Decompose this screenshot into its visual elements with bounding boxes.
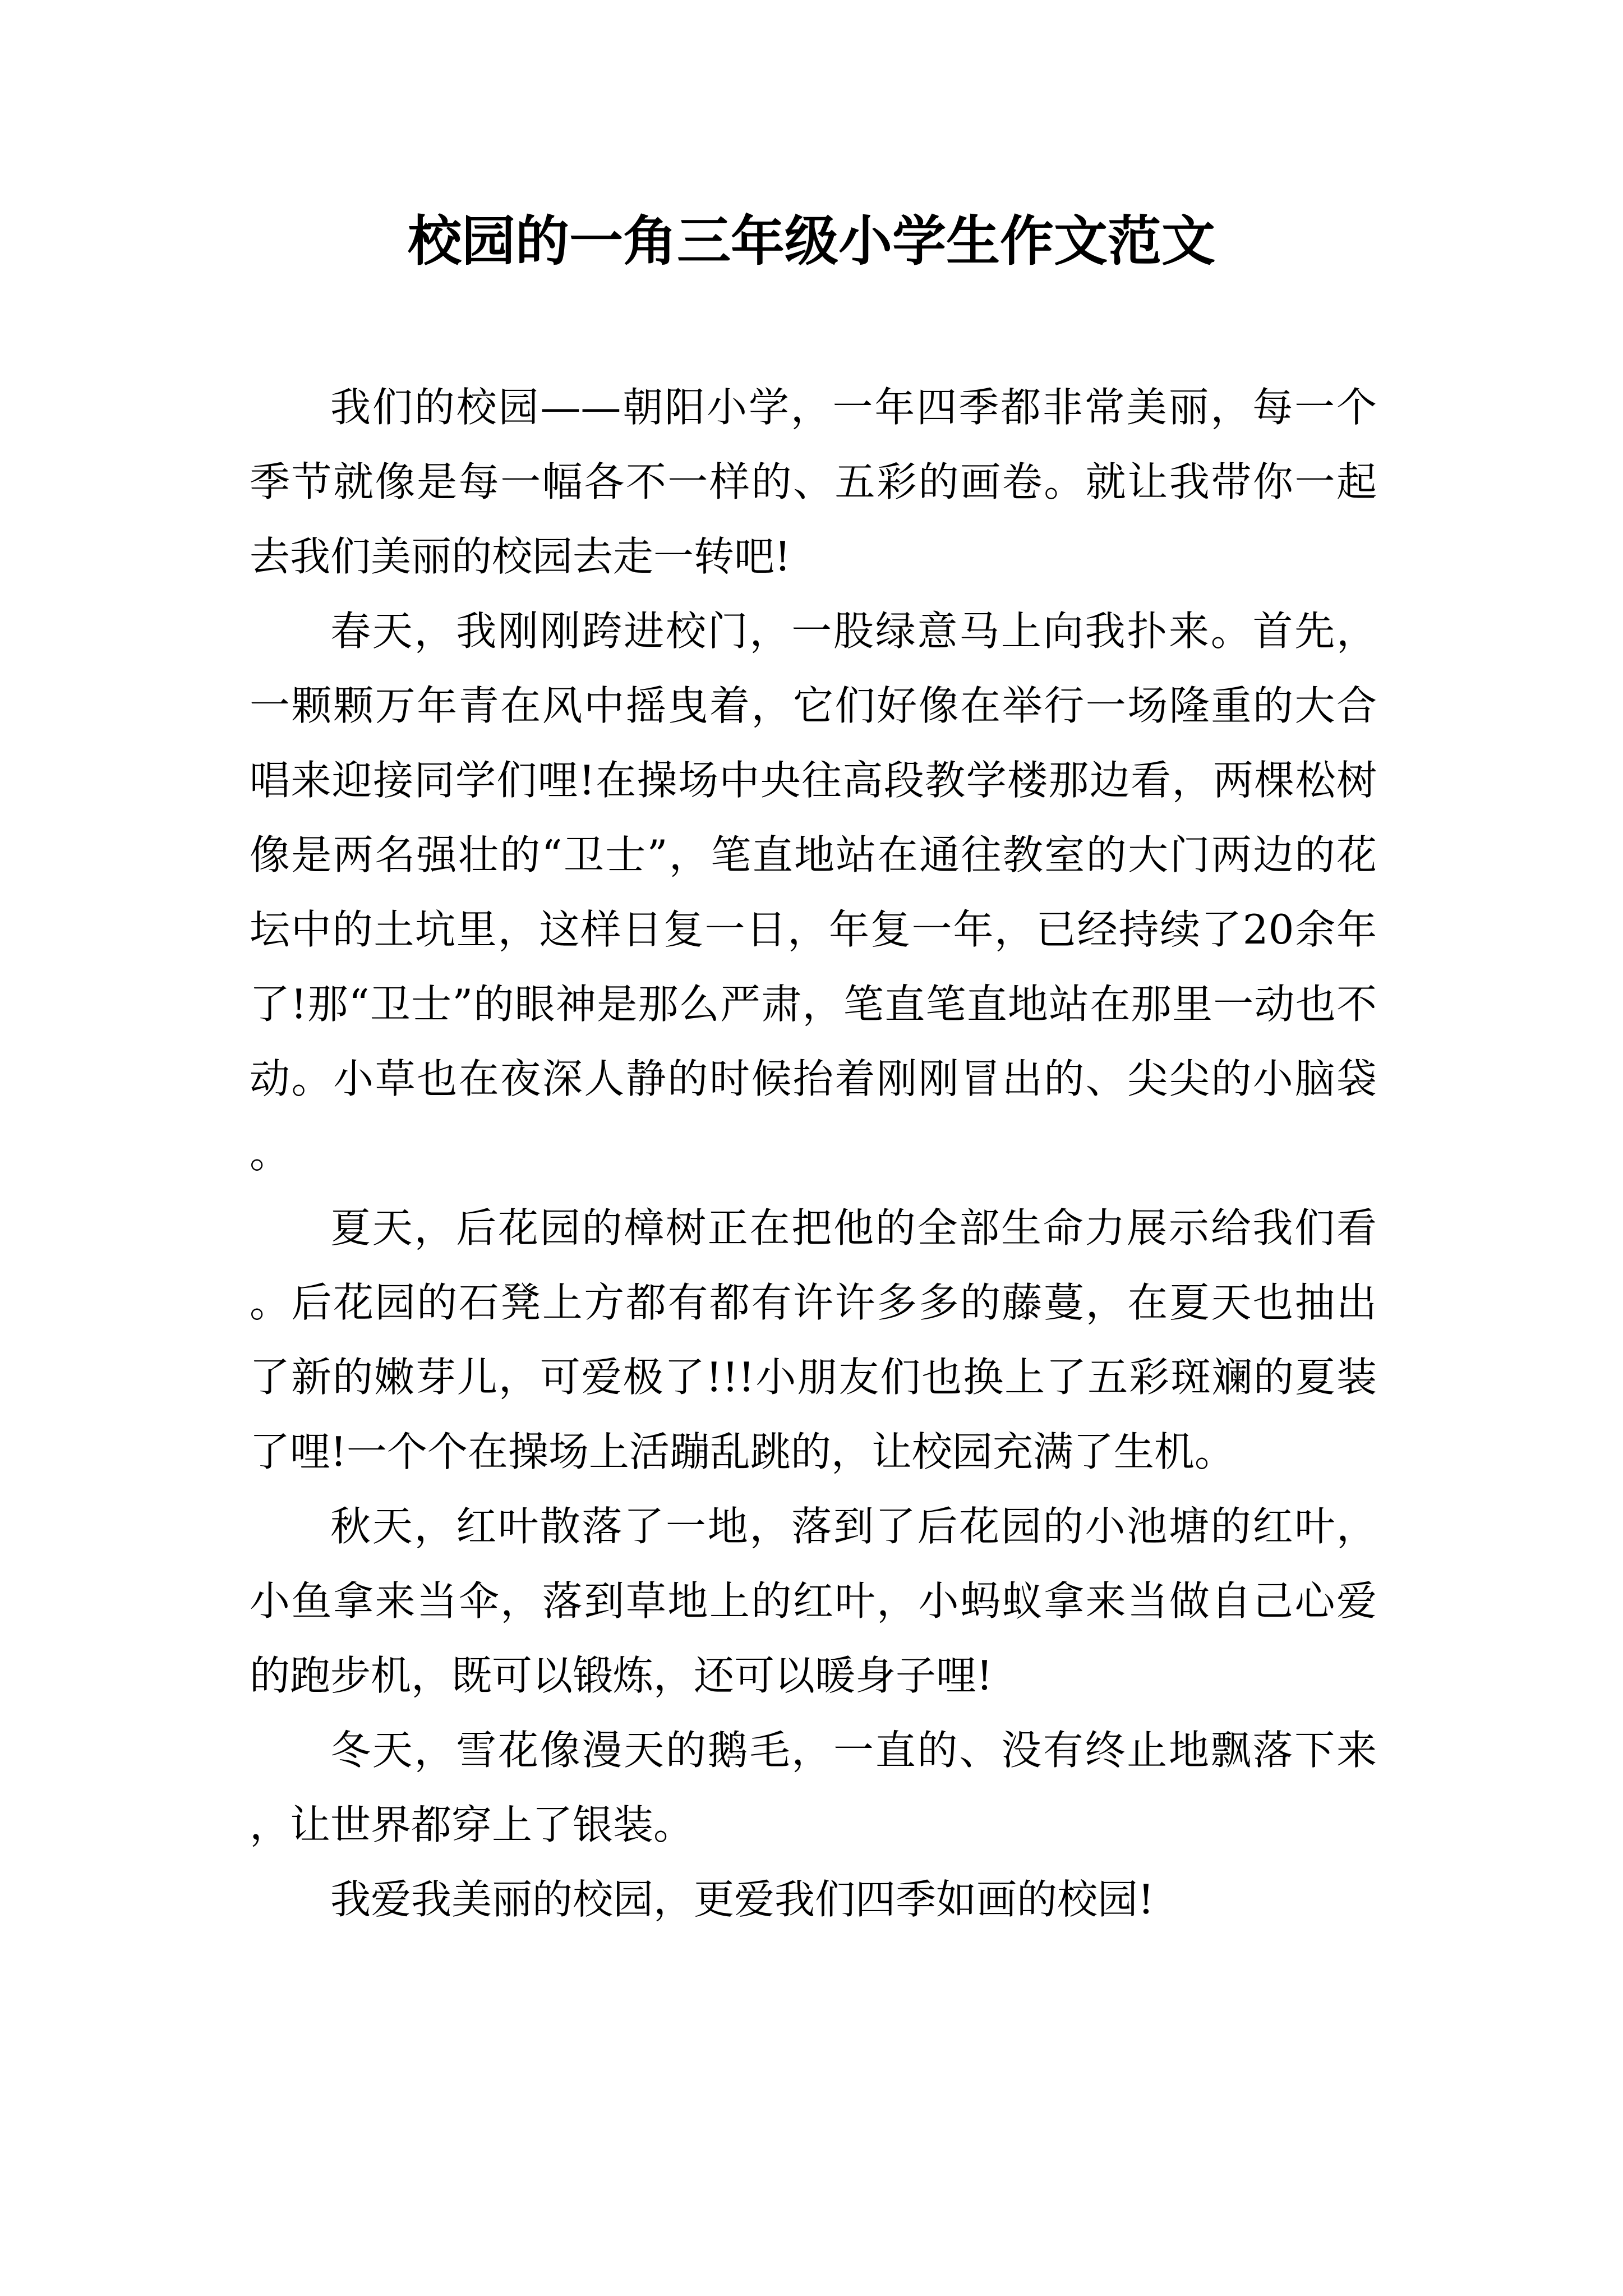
- paragraph-summer: 夏天，后花园的樟树正在把他的全部生命力展示给我们看。后花园的石凳上方都有都有许许多多的藤蔓，在夏天也抽出了新的嫩芽儿，可爱极了!!!小朋友们也换上了五彩斑斓的夏装了哩!一个个在操场上活蹦乱跳的，让校园充满了生机。: [250, 1204, 1377, 1475]
- paragraph-winter: 冬天，雪花像漫天的鹅毛，一直的、没有终止地飘落下来，让世界都穿上了银装。: [250, 1727, 1377, 1848]
- document-title: 校园的一角三年级小学生作文范文: [408, 209, 1215, 273]
- document-body: [250, 370, 1377, 1937]
- paragraph-spring: 春天，我刚刚跨进校门，一股绿意马上向我扑来。首先，一颗颗万年青在风中摇曳着，它们好像在举行一场隆重的大合唱来迎接同学们哩!在操场中央往高段教学楼那边看，两棵松树像是两名强壮的“卫士”，笔直地站在通往教室的大门两边的花坛中的土坑里，这样日复一日，年复一年，已经持续了20余年了!那“卫士”的眼神是那么严肃，笔直笔直地站在那里一动也不动。小草也在夜深人静的时候抬着刚刚冒出的、尖尖的小脑袋。: [250, 608, 1377, 1177]
- paragraph-conclusion: 我爱我美丽的校园，更爱我们四季如画的校园!: [330, 1876, 1154, 1923]
- paragraph-intro: 我们的校园——朝阳小学，一年四季都非常美丽，每一个季节就像是每一幅各不一样的、五彩的画卷。就让我带你一起去我们美丽的校园去走一转吧!: [250, 384, 1377, 580]
- paragraph-autumn: 秋天，红叶散落了一地，落到了后花园的小池塘的红叶，小鱼拿来当伞，落到草地上的红叶，小蚂蚁拿来当做自己心爱的跑步机，既可以锻炼，还可以暖身子哩!: [250, 1503, 1377, 1699]
